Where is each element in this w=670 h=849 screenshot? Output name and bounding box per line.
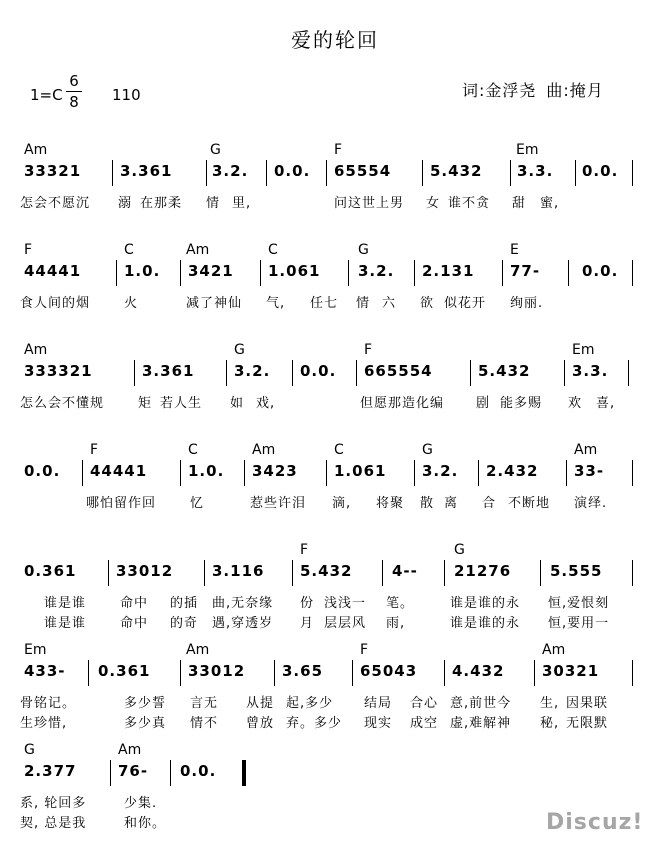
lyric-text: 怎会不愿沉: [20, 196, 91, 211]
fraction-bar: [66, 91, 82, 92]
measure-notes: 3.361: [142, 362, 195, 380]
chord-symbol: G: [210, 142, 221, 158]
lyric-text: 多少真: [124, 716, 167, 731]
barline: [540, 560, 541, 586]
measure-notes: 333321: [24, 362, 93, 380]
barline: [632, 560, 633, 586]
measure-notes: 44441: [24, 262, 82, 280]
key-signature: 1=C: [30, 86, 63, 104]
chord-row: [20, 642, 632, 662]
measure-notes: 4.432: [452, 662, 505, 680]
barline: [575, 160, 576, 186]
barline: [478, 460, 479, 486]
measure-notes: 0.0.: [582, 162, 619, 180]
lyric-line: [20, 292, 632, 312]
measure-notes: 2.432: [486, 462, 539, 480]
lyric-line: [20, 712, 632, 732]
barline: [180, 660, 181, 686]
lyric-text: 少集.: [124, 796, 158, 811]
lyric-text: 多少誓: [124, 696, 167, 711]
measure-notes: 44441: [90, 462, 148, 480]
lyric-text: 成空: [410, 716, 439, 731]
lyric-text: 结局: [364, 696, 393, 711]
lyric-text: 甜: [512, 196, 527, 211]
barline: [632, 260, 633, 286]
measure-notes: 33-: [574, 462, 605, 480]
lyric-text: 从提: [246, 696, 275, 711]
chord-symbol: C: [268, 242, 278, 258]
lyric-text: 雨,: [386, 616, 406, 631]
chord-symbol: G: [422, 442, 433, 458]
barline: [134, 360, 135, 386]
note-row: [20, 362, 632, 388]
chord-symbol: Am: [186, 642, 210, 658]
measure-notes: 0.0.: [24, 462, 61, 480]
lyricist: 词:金浮尧: [462, 81, 537, 100]
barline: [566, 460, 567, 486]
measure-notes: 3.2.: [234, 362, 271, 380]
lyric-text: 女: [426, 196, 441, 211]
measure-notes: 1.061: [268, 262, 321, 280]
measure-notes: 2.131: [422, 262, 475, 280]
lyric-text: 无限默: [566, 716, 609, 731]
measure-notes: 76-: [118, 762, 149, 780]
lyric-text: 秘,: [540, 716, 560, 731]
barline: [180, 260, 181, 286]
barline: [422, 160, 423, 186]
lyric-text: 食人间的烟: [20, 296, 91, 311]
barline: [274, 660, 275, 686]
measure-notes: 0.361: [98, 662, 151, 680]
barline: [110, 760, 111, 786]
staff-system: [20, 642, 632, 731]
lyric-text: 溺: [118, 196, 133, 211]
chord-row: [20, 542, 632, 562]
lyric-text: 浅浅一: [324, 596, 367, 611]
chord-symbol: G: [358, 242, 369, 258]
chord-symbol: Am: [574, 442, 598, 458]
measure-notes: 5.555: [550, 562, 603, 580]
song-title: 爱的轮回: [291, 28, 379, 52]
measure-notes: 3.65: [282, 662, 324, 680]
barline: [88, 660, 89, 686]
lyric-text: 合心: [410, 696, 439, 711]
lyric-text: 喜,: [596, 396, 616, 411]
barline: [260, 260, 261, 286]
chord-symbol: Am: [24, 142, 48, 158]
chord-symbol: F: [300, 542, 309, 558]
barline: [470, 360, 471, 386]
lyric-line: [20, 792, 632, 812]
barline: [108, 560, 109, 586]
measure-notes: 3.361: [120, 162, 173, 180]
lyric-text: 如: [230, 396, 245, 411]
barline: [534, 660, 535, 686]
chord-symbol: Am: [186, 242, 210, 258]
lyric-text: 起,多少: [286, 696, 334, 711]
lyric-text: 剧: [476, 396, 491, 411]
measure-notes: 4--: [392, 562, 418, 580]
barline: [414, 460, 415, 486]
lyric-text: 生珍惜,: [20, 716, 68, 731]
lyric-text: 弃。多少: [286, 716, 343, 731]
lyric-text: 系, 轮回多: [20, 796, 87, 811]
chord-symbol: F: [364, 342, 373, 358]
barline: [180, 460, 181, 486]
staff-system: [20, 442, 632, 511]
note-row: [20, 262, 632, 288]
lyric-text: 情: [206, 196, 221, 211]
lyric-text: 言无: [190, 696, 219, 711]
measure-notes: 77-: [510, 262, 541, 280]
barline: [568, 260, 569, 286]
lyric-line: [20, 692, 632, 712]
measure-notes: 5.432: [478, 362, 531, 380]
measure-notes: 1.0.: [124, 262, 161, 280]
lyric-text: 合: [482, 496, 497, 511]
lyric-text: 但愿那造化编: [360, 396, 445, 411]
lyric-text: 谁是谁: [44, 596, 87, 611]
lyric-text: 似花开: [444, 296, 487, 311]
barline: [628, 360, 629, 386]
lyric-text: 恒,爱恨刻: [548, 596, 610, 611]
barline: [206, 160, 207, 186]
chord-symbol: Em: [24, 642, 47, 658]
lyric-text: 将聚: [376, 496, 405, 511]
chord-symbol: Am: [118, 742, 142, 758]
chord-symbol: F: [334, 142, 343, 158]
chord-symbol: C: [124, 242, 134, 258]
lyric-text: 现实: [364, 716, 393, 731]
measure-notes: 0.0.: [582, 262, 619, 280]
barline: [244, 460, 245, 486]
barline: [632, 160, 633, 186]
barline: [444, 560, 445, 586]
measure-notes: 21276: [454, 562, 512, 580]
barline: [170, 760, 171, 786]
barline: [632, 460, 633, 486]
chord-symbol: Am: [542, 642, 566, 658]
lyric-text: 任七: [310, 296, 339, 311]
measure-notes: 3.2.: [422, 462, 459, 480]
lyric-text: 曾放: [246, 716, 275, 731]
measure-notes: 5.432: [430, 162, 483, 180]
chord-symbol: G: [454, 542, 465, 558]
chord-symbol: E: [510, 242, 519, 258]
lyric-line: [20, 192, 632, 212]
barline: [326, 460, 327, 486]
measure-notes: 2.377: [24, 762, 77, 780]
chord-symbol: G: [234, 342, 245, 358]
lyric-text: 怎么会不懂规: [20, 396, 105, 411]
lyric-text: 能多赐: [500, 396, 543, 411]
lyric-text: 矩: [138, 396, 153, 411]
chord-symbol: F: [90, 442, 99, 458]
lyric-text: 份: [300, 596, 315, 611]
measure-notes: 665554: [364, 362, 433, 380]
lyric-text: 谁不贪: [448, 196, 491, 211]
measure-notes: 3421: [188, 262, 234, 280]
lyric-text: 戏,: [256, 396, 276, 411]
measure-notes: 1.0.: [188, 462, 225, 480]
chord-symbol: C: [188, 442, 198, 458]
lyric-text: 命中: [120, 596, 149, 611]
staff-system: [20, 142, 632, 211]
lyric-text: 情: [356, 296, 371, 311]
measure-notes: 33012: [188, 662, 246, 680]
staff-system: [20, 342, 632, 411]
chord-row: [20, 142, 632, 162]
lyric-text: 遇,穿透岁: [212, 616, 274, 631]
time-signature: [66, 72, 82, 111]
lyric-text: 欲: [420, 296, 435, 311]
barline: [444, 660, 445, 686]
lyric-line: [20, 592, 632, 612]
barline: [116, 260, 117, 286]
barline: [510, 160, 511, 186]
barline: [326, 160, 327, 186]
measure-notes: 33012: [116, 562, 174, 580]
note-row: [20, 662, 632, 688]
lyric-text: 六: [382, 296, 397, 311]
composer: 曲:掩月: [546, 81, 604, 100]
chord-symbol: Am: [252, 442, 276, 458]
lyric-text: 命中: [120, 616, 149, 631]
lyric-text: 的插: [170, 596, 199, 611]
lyric-text: 的奇: [170, 616, 199, 631]
tempo: 110: [112, 86, 141, 104]
measure-notes: 3.2.: [212, 162, 249, 180]
lyric-text: 减了神仙: [186, 296, 243, 311]
barline: [292, 360, 293, 386]
barline: [632, 660, 633, 686]
lyric-text: 情不: [190, 716, 219, 731]
lyric-text: 笔。: [386, 596, 415, 611]
lyric-text: 里,: [232, 196, 252, 211]
barline: [348, 260, 349, 286]
lyric-text: 月: [300, 616, 315, 631]
barline: [292, 560, 293, 586]
lyric-text: 惹些许泪: [250, 496, 307, 511]
chord-row: [20, 742, 632, 762]
measure-notes: 0.361: [24, 562, 77, 580]
measure-notes: 1.061: [334, 462, 387, 480]
lyric-text: 生,: [540, 696, 560, 711]
lyric-text: 曲,无奈缘: [212, 596, 274, 611]
lyric-text: 火: [124, 296, 139, 311]
note-row: [20, 762, 632, 788]
measure-notes: 65043: [360, 662, 418, 680]
lyric-text: 滴,: [332, 496, 352, 511]
credits: [462, 78, 604, 101]
barline: [226, 360, 227, 386]
measure-notes: 3.3.: [572, 362, 609, 380]
chord-symbol: F: [360, 642, 369, 658]
measure-notes: 5.432: [300, 562, 353, 580]
lyric-text: 意,前世今: [450, 696, 512, 711]
measure-notes: 33321: [24, 162, 82, 180]
barline: [356, 360, 357, 386]
measure-notes: 65554: [334, 162, 392, 180]
lyric-text: 演绎.: [574, 496, 608, 511]
lyric-text: 谁是谁: [44, 616, 87, 631]
measure-notes: 3423: [252, 462, 298, 480]
lyric-text: 恒,要用一: [548, 616, 610, 631]
lyric-text: 离: [444, 496, 459, 511]
barline: [564, 360, 565, 386]
barline: [82, 460, 83, 486]
barline: [382, 560, 383, 586]
lyric-text: 骨铭记。: [20, 696, 77, 711]
lyric-text: 若人生: [160, 396, 203, 411]
staff-system: [20, 542, 632, 631]
watermark-logo: Discuz!: [546, 810, 644, 835]
barline: [352, 660, 353, 686]
lyric-text: 和你。: [124, 816, 167, 831]
lyric-text: 虚,难解神: [450, 716, 512, 731]
lyric-text: 在那柔: [140, 196, 183, 211]
chord-symbol: Am: [24, 342, 48, 358]
lyric-text: 气,: [266, 296, 286, 311]
lyric-text: 因果联: [566, 696, 609, 711]
time-signature-bottom: 8: [69, 93, 79, 111]
lyric-line: [20, 392, 632, 412]
lyric-text: 层层风: [324, 616, 367, 631]
chord-symbol: C: [334, 442, 344, 458]
lyric-text: 绚丽.: [510, 296, 544, 311]
lyric-text: 哪怕留作回: [86, 496, 157, 511]
measure-notes: 3.3.: [517, 162, 554, 180]
measure-notes: 0.0.: [180, 762, 217, 780]
time-signature-top: 6: [69, 72, 79, 90]
measure-notes: 0.0.: [274, 162, 311, 180]
barline: [112, 160, 113, 186]
final-barline: [242, 760, 246, 786]
chord-symbol: F: [24, 242, 33, 258]
lyric-line: [20, 812, 632, 832]
measure-notes: 3.116: [212, 562, 265, 580]
lyric-text: 欢: [568, 396, 583, 411]
staff-system: [20, 242, 632, 311]
lyric-text: 蜜,: [540, 196, 560, 211]
barline: [502, 260, 503, 286]
lyric-text: 散: [420, 496, 435, 511]
barline: [204, 560, 205, 586]
chord-symbol: Em: [516, 142, 539, 158]
chord-symbol: Em: [572, 342, 595, 358]
chord-row: [20, 242, 632, 262]
barline: [414, 260, 415, 286]
lyric-line: [20, 492, 632, 512]
chord-symbol: G: [24, 742, 35, 758]
lyric-text: 不断地: [508, 496, 551, 511]
lyric-text: 谁是谁的永: [450, 616, 521, 631]
measure-notes: 3.2.: [358, 262, 395, 280]
lyric-text: 问这世上男: [334, 196, 405, 211]
barline: [266, 160, 267, 186]
measure-notes: 433-: [24, 662, 66, 680]
chord-row: [20, 342, 632, 362]
lyric-text: 谁是谁的永: [450, 596, 521, 611]
lyric-text: 契, 总是我: [20, 816, 87, 831]
staff-system: [20, 742, 632, 831]
lyric-text: 忆: [190, 496, 205, 511]
lyric-line: [20, 612, 632, 632]
chord-row: [20, 442, 632, 462]
measure-notes: 0.0.: [300, 362, 337, 380]
measure-notes: 30321: [542, 662, 600, 680]
